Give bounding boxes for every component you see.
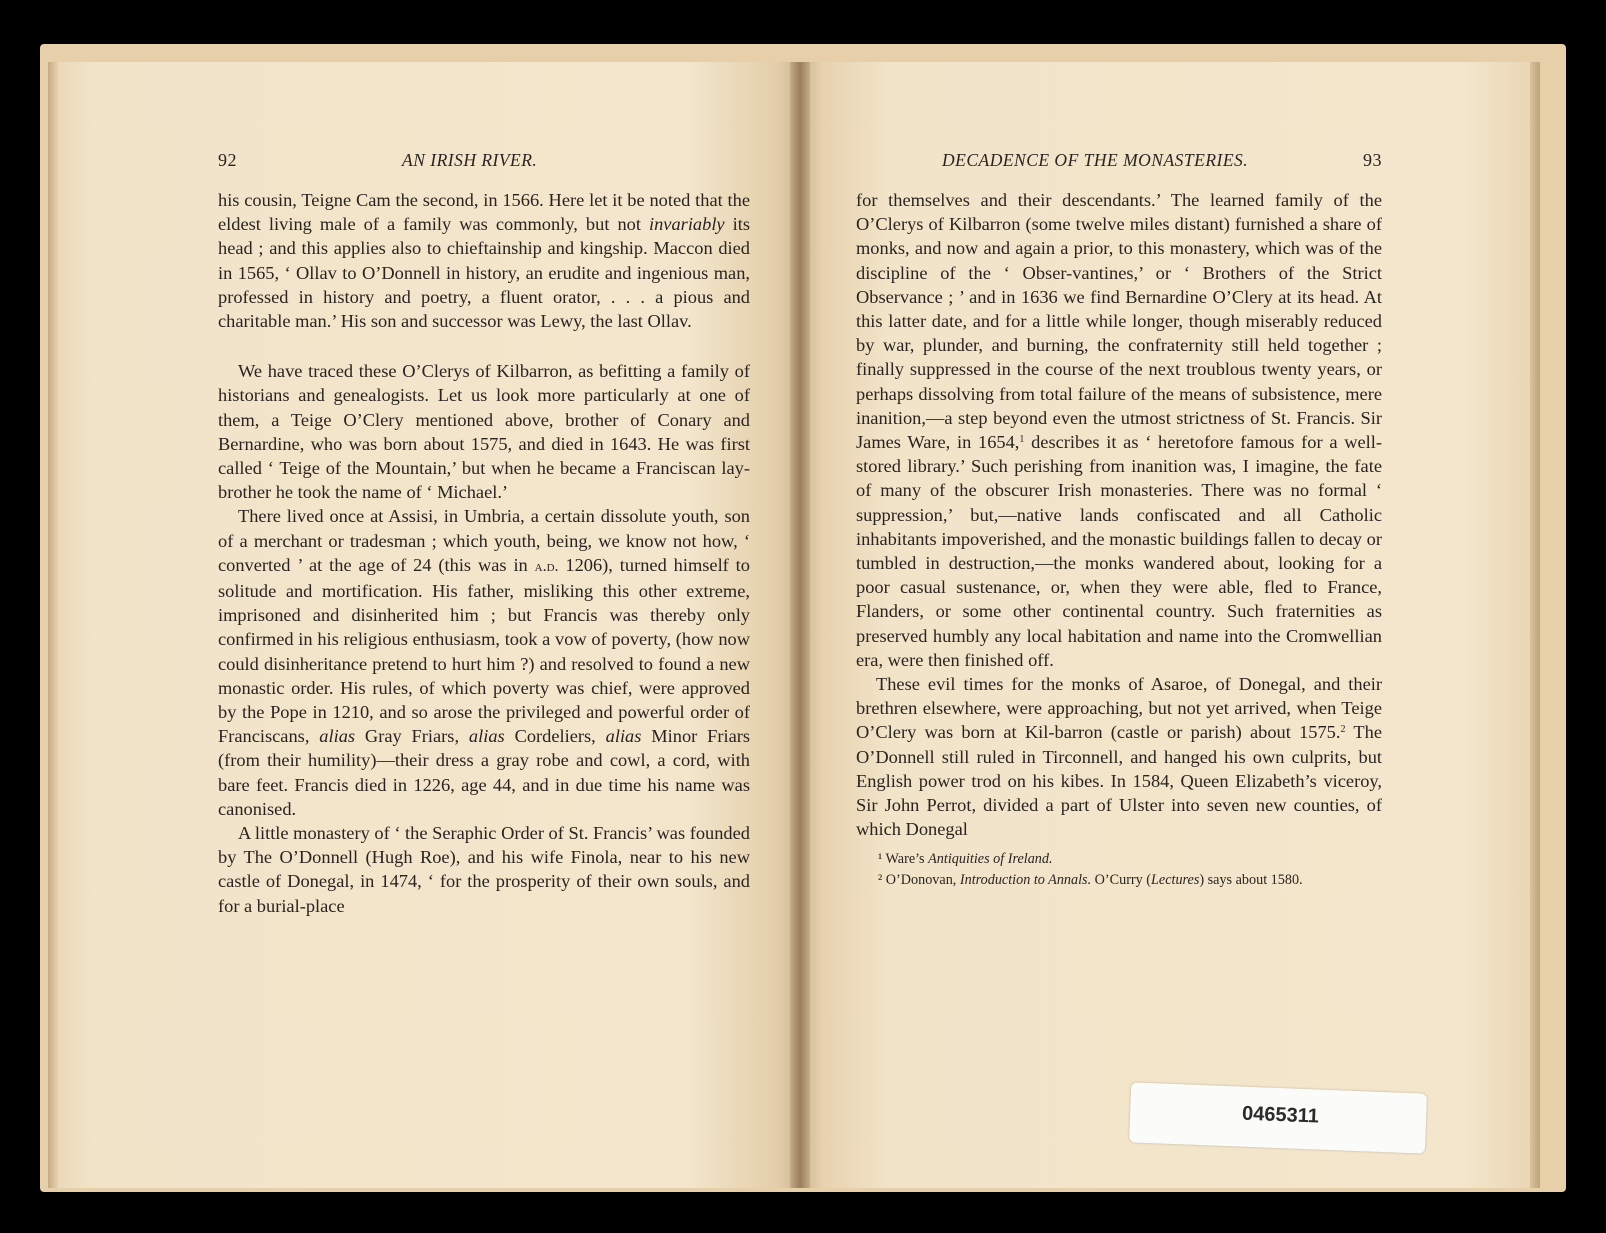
italic-text: alias	[319, 726, 356, 747]
text-run: The O’Donnell still ruled in Tirconnell, and hanged his own culprits, but English power trod on his kibes. In 1584, Queen Elizabeth’s viceroy, Sir John Perrot, divided a part of Ulster into seven new counties, of which Donegal	[856, 722, 1382, 840]
text-run: ) says about 1580.	[1199, 872, 1303, 889]
text-run: Cordeliers,	[504, 726, 606, 747]
italic-text: Lectures	[1151, 872, 1200, 889]
right-page-body	[856, 188, 1382, 841]
body-paragraph	[856, 672, 1382, 841]
text-run: These evil times for the monks of Asaroe, of Donegal, and their brethren elsewhere, were approaching, but not yet arrived, when Teige O’Clery was born at Kil-barron (castle or parish) about 1575.	[856, 674, 1382, 743]
body-paragraph	[218, 821, 750, 918]
footnote-paragraph	[856, 849, 1382, 870]
text-run: Gray Friars,	[355, 726, 469, 747]
page-edge-left	[48, 62, 58, 1188]
text-run: We have traced these O’Clerys of Kilbarron, as befitting a family of historians and genealogists. Let us look more particularly at one of them, a Teige O’Clery mentioned above, brother of Conary and Bernardine, who was born about 1575, and died in 1643. He was first called ‘ Teige of the Mountain,’ but when he became a Franciscan lay-brother he took the name of ‘ Michael.’	[218, 361, 750, 503]
text-run: A little monastery of ‘ the Seraphic Order of St. Francis’ was founded by The O’Donnell (Hugh Roe), and his wife Finola, near to his new castle of Donegal, in 1474, ‘ for the prosperity of their own souls, and for a burial-place	[218, 823, 750, 916]
text-run: Minor Friars (from their humility)—their dress a gray robe and cowl, a cord, with bare feet. Francis died in 1226, age 44, and in due time his name was canonised.	[218, 726, 751, 819]
italic-text: Antiquities of Ireland.	[928, 851, 1053, 868]
footnote-ref: 1	[1019, 434, 1025, 446]
small-caps-text: a.d.	[534, 557, 559, 575]
book-gutter	[790, 62, 810, 1188]
italic-text: Introduction to Annals.	[959, 872, 1092, 889]
page-number: 92	[218, 150, 237, 170]
left-page-body	[218, 188, 750, 918]
running-head: AN IRISH RIVER.	[402, 150, 538, 170]
text-run: for themselves and their descendants.’ The learned family of the O’Clerys of Kilbarron (some twelve miles distant) furnished a share of monks, and now and again a prior, to this monastery, which was of the discipline of the ‘ Obser-vantines,’ or ‘ Brothers of the Strict Observance ; ’ and in 1636 we find Bernardine O’Clery at its head. At this latter date, and for a little while longer, though miserably reduced by war, plunder, and burning, the confraternity still held together ; finally suppressed in the course of the next troublous twenty years, or perhaps dissolving from total failure of the means of subsistence, mere inanition,—a step beyond even the utmost strictness of St. Francis. Sir James Ware, in 1654,	[856, 190, 1382, 453]
text-run: O’Curry (	[1091, 872, 1152, 889]
body-paragraph	[218, 188, 750, 333]
body-paragraph	[218, 504, 750, 821]
text-run: its head ; and this applies also to chieftainship and kingship. Maccon died in 1565, ‘ Ollav to O’Donnell in history, an erudite and ingenious man, professed in history and poetry, a fluent orator, . . . a pious and charitable man.’ His son and successor was Lewy, the last Ollav.	[218, 214, 750, 332]
page-number: 93	[1363, 150, 1382, 170]
text-run: 1206), turned himself to solitude and mortification. His father, misliking this other extreme, imprisoned and disinherited him ; but Francis was thereby only confirmed in his religious enthusiasm, took a vow of poverty, (how now could disinheritance pretend to hurt him ?) and resolved to found a new monastic order. His rules, of which poverty was chief, were approved by the Pope in 1210, and so arose the privileged and powerful order of Franciscans,	[218, 554, 750, 747]
barcode-number: 0465311	[1241, 1102, 1320, 1128]
page-edge-right	[1530, 62, 1540, 1188]
italic-text: alias	[605, 726, 642, 747]
footnote-ref: 2	[1340, 724, 1346, 736]
left-page-header	[218, 150, 750, 180]
body-paragraph	[856, 188, 1382, 672]
text-run: describes it as ‘ heretofore famous for a well-stored library.’ Such perishing from inanition was, I imagine, the fate of many of the obscurer Irish monasteries. There was no formal ‘ suppression,’ but,—native lands confiscated and all Catholic inhabitants impoverished, and the monastic buildings fallen to decay or tumbled in destruction,—the monks wandered about, looking for a poor casual sustenance, or, when they were able, fled to France, Flanders, or some other continental country. Such fraternities as preserved humbly any local habitation and name into the Cromwellian era, were then finished off.	[856, 432, 1382, 670]
body-paragraph	[218, 359, 750, 504]
text-run: There lived once at Assisi, in Umbria, a certain dissolute youth, son of a merchant or tradesman ; which youth, being, we know not how, ‘ converted ’ at the age of 24 (this was in	[218, 506, 750, 575]
left-page	[48, 62, 800, 1188]
running-head: DECADENCE OF THE MONASTERIES.	[942, 150, 1249, 170]
text-run: ² O’Donovan,	[878, 872, 960, 889]
footnote-paragraph	[856, 870, 1382, 891]
library-barcode-sticker	[1129, 1082, 1427, 1153]
right-page	[800, 62, 1538, 1188]
italic-text: invariably	[649, 214, 725, 235]
footnotes	[856, 849, 1382, 891]
italic-text: alias	[468, 726, 505, 747]
text-run: ¹ Ware’s	[878, 851, 929, 868]
right-page-header	[856, 150, 1382, 180]
text-run: his cousin, Teigne Cam the second, in 1566. Here let it be noted that the eldest living male of a family was commonly, but not	[218, 190, 750, 235]
